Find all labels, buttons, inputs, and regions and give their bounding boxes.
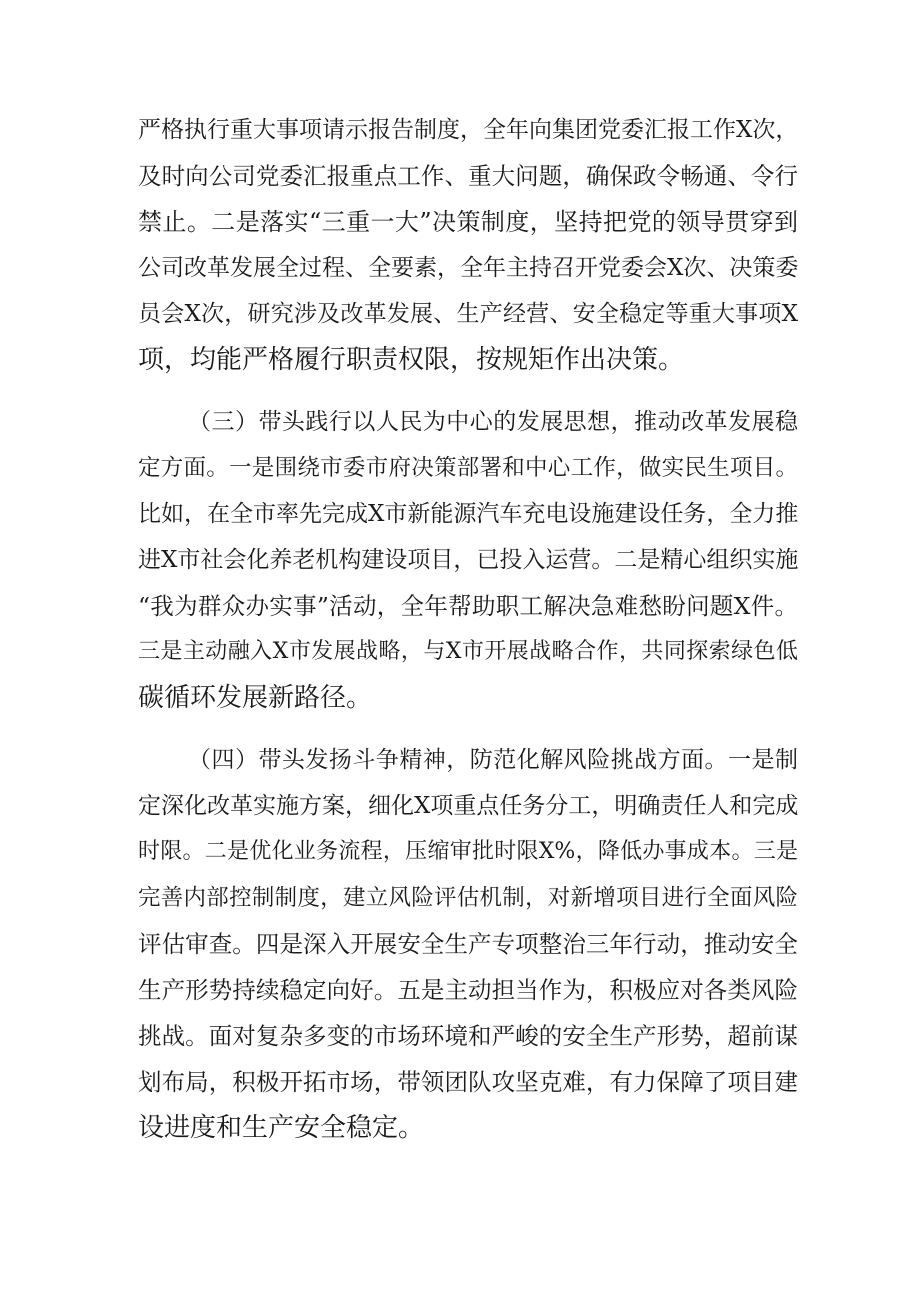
paragraph-heading-line: （四）带头发扬斗争精神，防范化解风险挑战方面。一是制 <box>188 747 798 773</box>
text-line: 公司改革发展全过程、全要素，全年主持召开党委会X次、决策委 <box>138 255 798 281</box>
text-line: 时限。二是优化业务流程，压缩审批时限X%，降低办事成本。三是 <box>138 839 798 864</box>
text-line: 进X市社会化养老机构建设项目，已投入运营。二是精心组织实施 <box>138 547 798 573</box>
text-line: 项，均能严格履行职责权限，按规矩作出决策。 <box>138 345 685 375</box>
text-line: 挑战。面对复杂多变的市场环境和严峻的安全生产形势，超前谋 <box>138 1022 798 1050</box>
text-line: 碳循环发展新路径。 <box>138 683 373 713</box>
text-line: 完善内部控制制度，建立风险评估机制，对新增项目进行全面风险 <box>138 885 798 911</box>
text-line: 评估审查。四是深入开展安全生产专项整治三年行动，推动安全 <box>138 930 798 958</box>
text-line: 定深化改革实施方案，细化X项重点任务分工，明确责任人和完成 <box>138 793 798 819</box>
text-line: 及时向公司党委汇报重点工作、重大问题，确保政令畅通、令行 <box>138 162 798 190</box>
text-line: 员会X次，研究涉及改革发展、生产经营、安全稳定等重大事项X <box>138 301 798 327</box>
text-line: 定方面。一是围绕市委市府决策部署和中心工作，做实民生项目。 <box>138 455 798 481</box>
paragraph-heading-line: （三）带头践行以人民为中心的发展思想，推动改革发展稳 <box>188 409 798 435</box>
text-line: 划布局，积极开拓市场，带领团队攻坚克难，有力保障了项目建 <box>138 1068 798 1096</box>
text-line: 设进度和生产安全稳定。 <box>138 1113 425 1143</box>
text-line: 三是主动融入X市发展战略，与X市开展战略合作，共同探索绿色低 <box>138 639 798 664</box>
text-line: 比如，在全市率先完成X市新能源汽车充电设施建设任务，全力推 <box>138 501 798 527</box>
text-line: 禁止。二是落实“三重一大”决策制度，坚持把党的领导贯穿到 <box>138 208 798 236</box>
text-line: 严格执行重大事项请示报告制度，全年向集团党委汇报工作X次， <box>138 117 798 143</box>
text-line: 生产形势持续稳定向好。五是主动担当作为，积极应对各类风险 <box>138 976 798 1004</box>
text-line: “我为群众办实事”活动，全年帮助职工解决急难愁盼问题X件。 <box>138 592 798 620</box>
